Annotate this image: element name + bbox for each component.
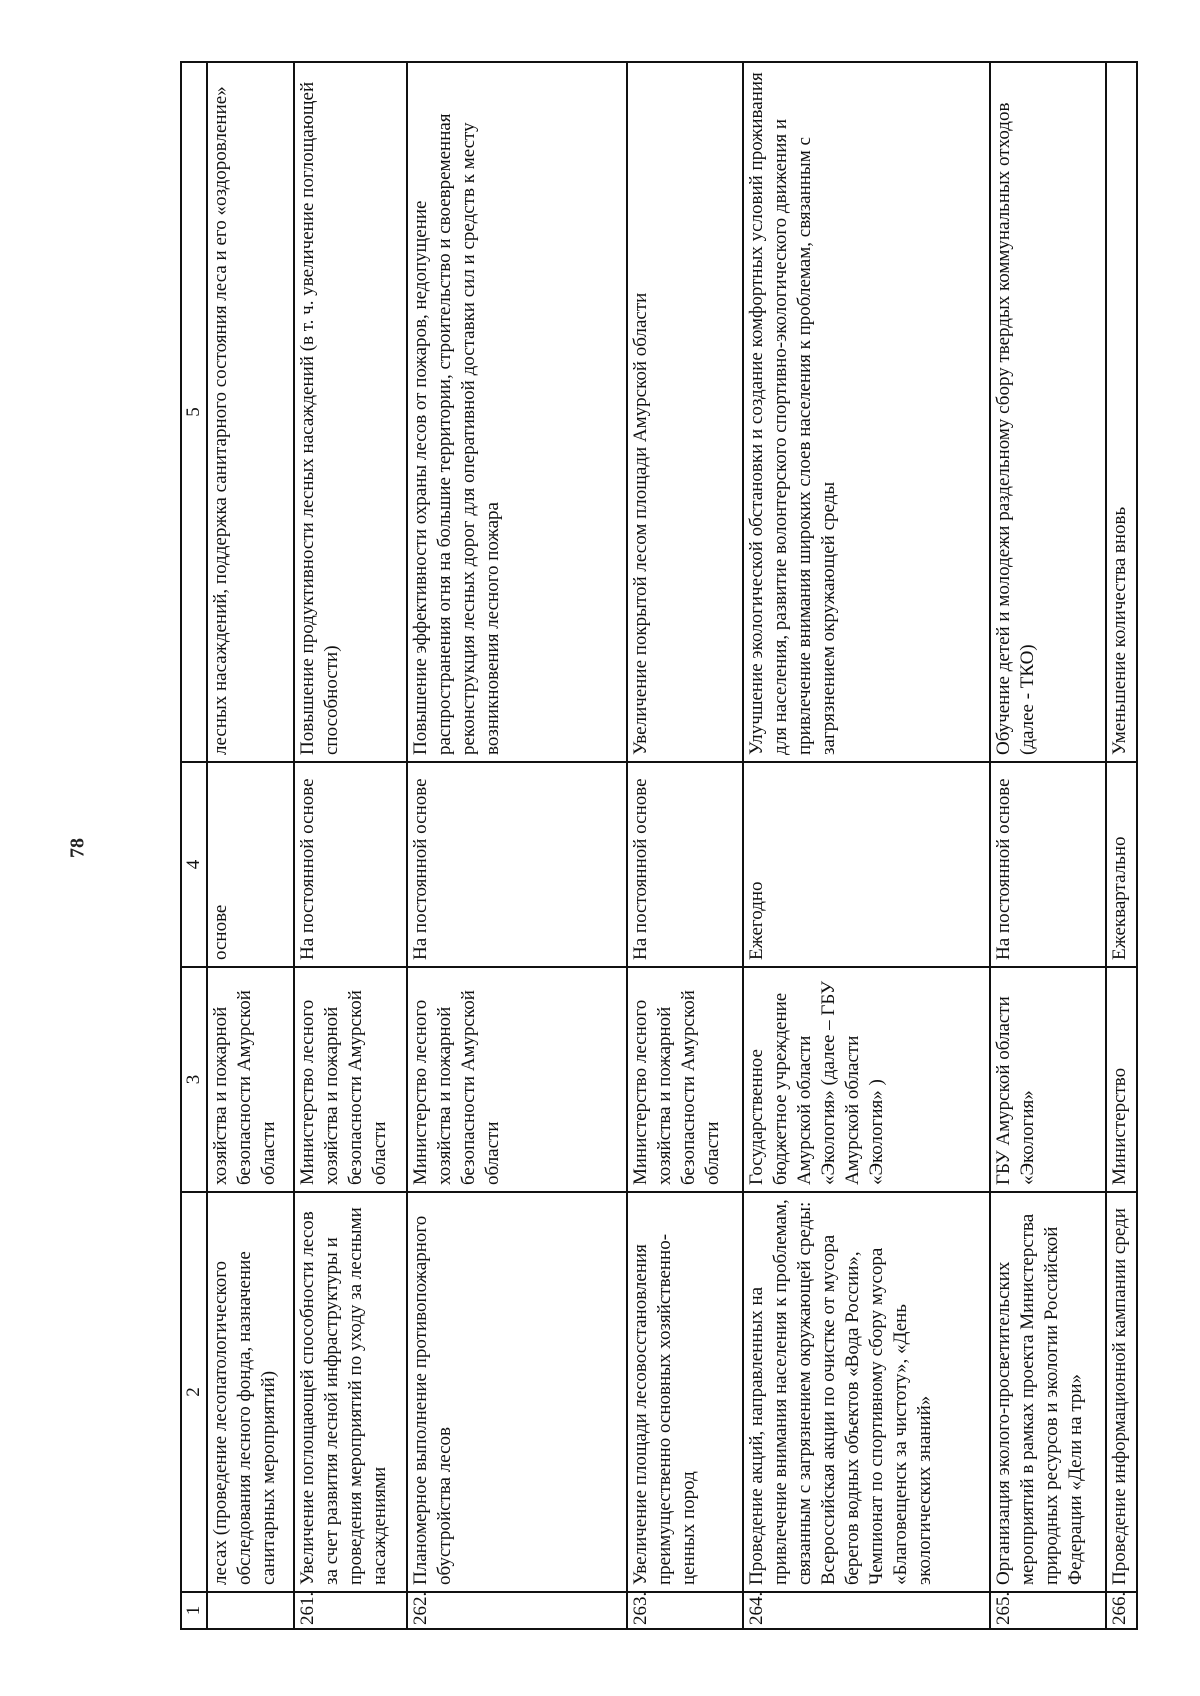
result-cell: Улучшение экологической обстановки и создание комфортных условий проживания для населения, развитие волонтерского спортивно-экологического движения и привлечение внимания широких слоев населения к проблемам, связанным с загрязнением окружающей среды: [743, 62, 990, 762]
period-cell: На постоянной основе: [407, 762, 627, 967]
page-number: 78: [66, 838, 89, 858]
measure-cell: Планомерное выполнение противопожарного обустройства лесов: [407, 1192, 627, 1592]
header-col-2: 2: [181, 1192, 207, 1592]
measure-cell: Проведение акций, направленных на привлечение внимания населения к проблемам, связанным с загрязнением окружающей среды: Всероссийская акции по очистке от мусора берегов водных объектов «Вода России», Чемпионат по спортивному сбору мусора «Благовещенск за чистоту», «День экологических знаний»: [743, 1192, 990, 1592]
header-col-5: 5: [181, 62, 207, 762]
measure-cell: Проведение информационной кампании среди: [1106, 1192, 1137, 1592]
executor-cell: Министерство лесного хозяйства и пожарной безопасности Амурской области: [294, 967, 407, 1192]
row-number: 266.: [1106, 1592, 1137, 1629]
header-col-3: 3: [181, 967, 207, 1192]
executor-cell: Министерство лесного хозяйства и пожарной безопасности Амурской области: [407, 967, 627, 1192]
measure-cell: лесах (проведение лесопатологического обследования лесного фонда, назначение санитарных мероприятий): [207, 1192, 294, 1592]
result-cell: Повышение эффективности охраны лесов от пожаров, недопущение распространения огня на большие территории, строительство и своевременная реконструкция лесных дорог для оперативной доставки сил и средств к месту возникновения лесного пожара: [407, 62, 627, 762]
measure-cell: Увеличение площади лесовосстановления преимущественно основных хозяйственно-ценных пород: [627, 1192, 743, 1592]
row-number: [207, 1592, 294, 1629]
measures-table: [180, 61, 1138, 1630]
period-cell: На постоянной основе: [990, 762, 1106, 967]
period-cell: Ежеквартально: [1106, 762, 1137, 967]
table-row: [743, 62, 990, 1629]
table-row: [207, 62, 294, 1629]
executor-cell: ГБУ Амурской области «Экология»: [990, 967, 1106, 1192]
row-number: 262.: [407, 1592, 627, 1629]
table-row: [407, 62, 627, 1629]
executor-cell: хозяйства и пожарной безопасности Амурской области: [207, 967, 294, 1192]
result-cell: Обучение детей и молодежи раздельному сбору твердых коммунальных отходов (далее - ТКО): [990, 62, 1106, 762]
row-number: 265.: [990, 1592, 1106, 1629]
table-row: [627, 62, 743, 1629]
period-cell: На постоянной основе: [627, 762, 743, 967]
measure-cell: Организация эколого-просветительских мероприятий в рамках проекта Министерства природных ресурсов и экологии Российской Федерации «Дели на три»: [990, 1192, 1106, 1592]
executor-cell: Министерство: [1106, 967, 1137, 1192]
row-number: 263.: [627, 1592, 743, 1629]
header-col-1: 1: [181, 1592, 207, 1629]
table-row: [1106, 62, 1137, 1629]
period-cell: основе: [207, 762, 294, 967]
result-cell: Увеличение покрытой лесом площади Амурской области: [627, 62, 743, 762]
measure-cell: Увеличение поглощающей способности лесов за счет развития лесной инфраструктуры и проведения мероприятий по уходу за лесными насаждениями: [294, 1192, 407, 1592]
period-cell: На постоянной основе: [294, 762, 407, 967]
result-cell: Уменьшение количества вновь: [1106, 62, 1137, 762]
table-row: [990, 62, 1106, 1629]
table-row: [294, 62, 407, 1629]
period-cell: Ежегодно: [743, 762, 990, 967]
executor-cell: Министерство лесного хозяйства и пожарной безопасности Амурской области: [627, 967, 743, 1192]
result-cell: лесных насаждений, поддержка санитарного состояния леса и его «оздоровление»: [207, 62, 294, 762]
executor-cell: Государственное бюджетное учреждение Амурской области «Экология» (далее – ГБУ Амурской области «Экология» ): [743, 967, 990, 1192]
header-row: [181, 62, 207, 1629]
row-number: 264.: [743, 1592, 990, 1629]
result-cell: Повышение продуктивности лесных насаждений (в т. ч. увеличение поглощающей способности): [294, 62, 407, 762]
header-col-4: 4: [181, 762, 207, 967]
rotated-table-container: [180, 63, 1138, 1630]
row-number: 261.: [294, 1592, 407, 1629]
